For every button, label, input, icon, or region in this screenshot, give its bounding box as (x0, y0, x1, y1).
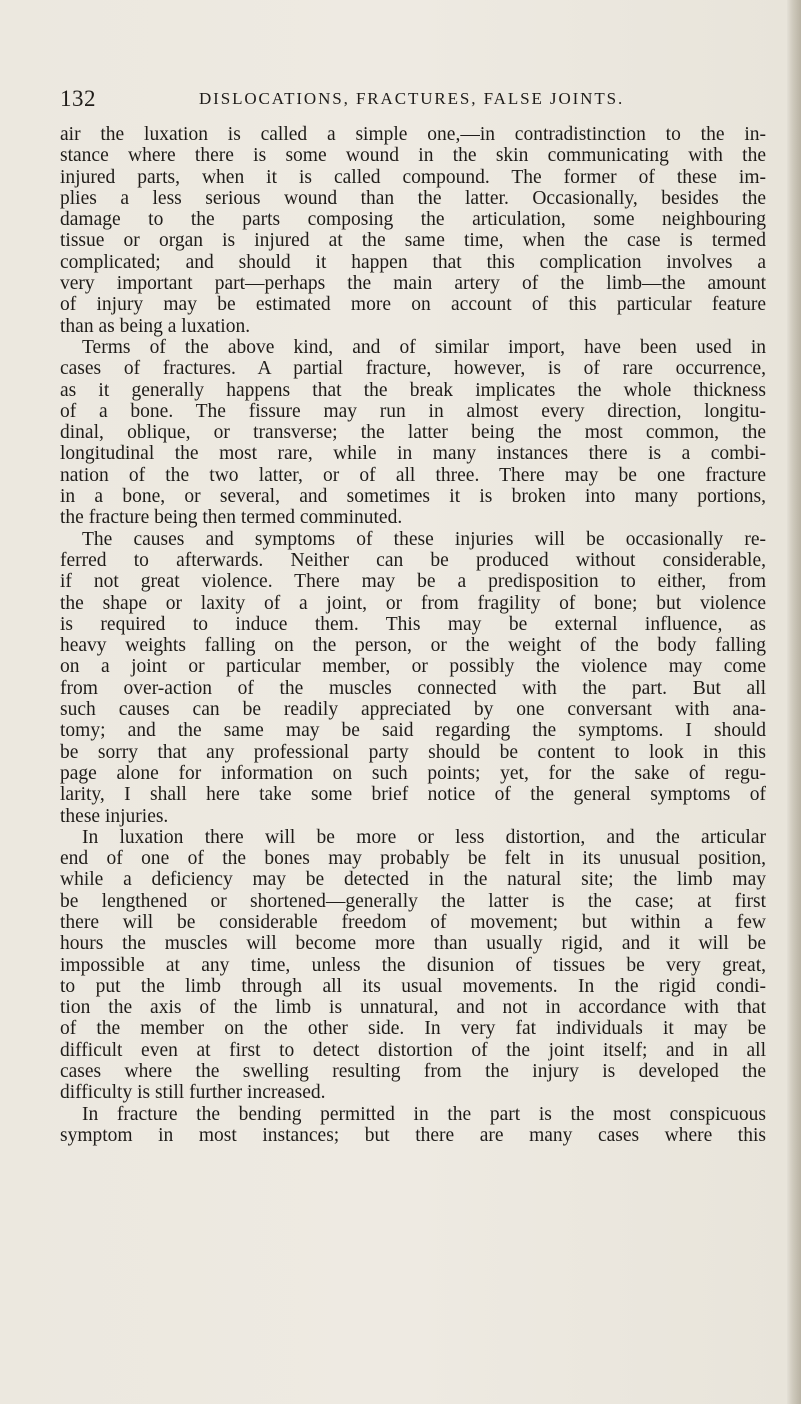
text-line: In fracture the bending permitted in the part is the most conspicuous (82, 1103, 766, 1125)
text-line: impossible at any time, unless the disunion of tissues be very great, (60, 954, 766, 976)
text-line: difficult even at first to detect distortion of the joint itself; and in all (60, 1039, 766, 1061)
text-line: longitudinal the most rare, while in many instances there is a combi- (60, 443, 766, 465)
text-line: dinal, oblique, or transverse; the latter being the most common, the (60, 422, 766, 444)
text-line: page alone for information on such points; yet, for the sake of regu- (60, 762, 766, 784)
text-line: tissue or organ is injured at the same time, when the case is termed (60, 230, 766, 252)
text-line: there will be considerable freedom of movement; but within a few (60, 911, 766, 933)
text-line: larity, I shall here take some brief notice of the general symptoms of (60, 784, 766, 806)
text-line: tion the axis of the limb is unnatural, and not in accordance with that (60, 997, 766, 1019)
text-line: if not great violence. There may be a predisposition to either, from (60, 571, 766, 593)
text-line: of injury may be estimated more on account of this particular feature (60, 294, 766, 316)
text-line: is required to induce them. This may be external influence, as (60, 613, 766, 635)
text-line: complicated; and should it happen that this complication involves a (60, 251, 766, 273)
text-line: on a joint or particular member, or possibly the violence may come (60, 656, 766, 678)
text-line: cases of fractures. A partial fracture, however, is of rare occurrence, (60, 358, 766, 380)
text-line: these injuries. (60, 805, 169, 827)
text-line: nation of the two latter, or of all three. There may be one fracture (60, 464, 766, 486)
text-line: such causes can be readily appreciated by one conversant with ana- (60, 699, 766, 721)
page-header (60, 86, 760, 114)
text-line: to put the limb through all its usual movements. In the rigid condi- (60, 975, 766, 997)
text-line: of the member on the other side. In very fat individuals it may be (60, 1018, 766, 1040)
text-line: very important part—perhaps the main artery of the limb—the amount (60, 273, 766, 295)
text-line: while a deficiency may be detected in the natural site; the limb may (60, 869, 766, 891)
text-line: as it generally happens that the break implicates the whole thickness (60, 379, 766, 401)
text-line: than as being a luxation. (60, 315, 251, 337)
text-line: injured parts, when it is called compound. The former of these im- (60, 166, 766, 188)
text-line: of a bone. The fissure may run in almost every direction, longitu- (60, 400, 766, 422)
text-line: end of one of the bones may probably be felt in its unusual position, (60, 848, 766, 870)
text-line: The causes and symptoms of these injuries will be occasionally re- (82, 528, 766, 550)
text-line: be lengthened or shortened—generally the latter is the case; at first (60, 890, 766, 912)
body-text (60, 124, 766, 1146)
text-line: In luxation there will be more or less distortion, and the articular (82, 826, 766, 848)
text-line: the fracture being then termed comminuted. (60, 507, 403, 529)
text-line: stance where there is some wound in the skin communicating with the (60, 145, 766, 167)
text-line: in a bone, or several, and sometimes it is broken into many portions, (60, 486, 766, 508)
text-line: tomy; and the same may be said regarding the symptoms. I should (60, 720, 766, 742)
text-line: hours the muscles will become more than usually rigid, and it will be (60, 933, 766, 955)
text-line: damage to the parts composing the articulation, some neighbouring (60, 209, 766, 231)
page-edge (787, 0, 801, 1404)
text-line: difficulty is still further increased. (60, 1082, 326, 1104)
running-title: DISLOCATIONS, FRACTURES, FALSE JOINTS. (199, 89, 625, 108)
text-line: symptom in most instances; but there are many cases where this (60, 1124, 766, 1146)
text-line: Terms of the above kind, and of similar import, have been used in (82, 336, 766, 358)
text-line: cases where the swelling resulting from the injury is developed the (60, 1061, 766, 1083)
page-number: 132 (60, 86, 96, 111)
text-line: heavy weights falling on the person, or the weight of the body falling (60, 635, 766, 657)
text-line: be sorry that any professional party should be content to look in this (60, 741, 766, 763)
text-line: ferred to afterwards. Neither can be produced without considerable, (60, 549, 766, 571)
text-line: the shape or laxity of a joint, or from fragility of bone; but violence (60, 592, 766, 614)
text-line: from over-action of the muscles connected with the part. But all (60, 677, 766, 699)
text-line: plies a less serious wound than the latter. Occasionally, besides the (60, 187, 766, 209)
text-line: air the luxation is called a simple one,—in contradistinction to the in- (60, 124, 766, 145)
